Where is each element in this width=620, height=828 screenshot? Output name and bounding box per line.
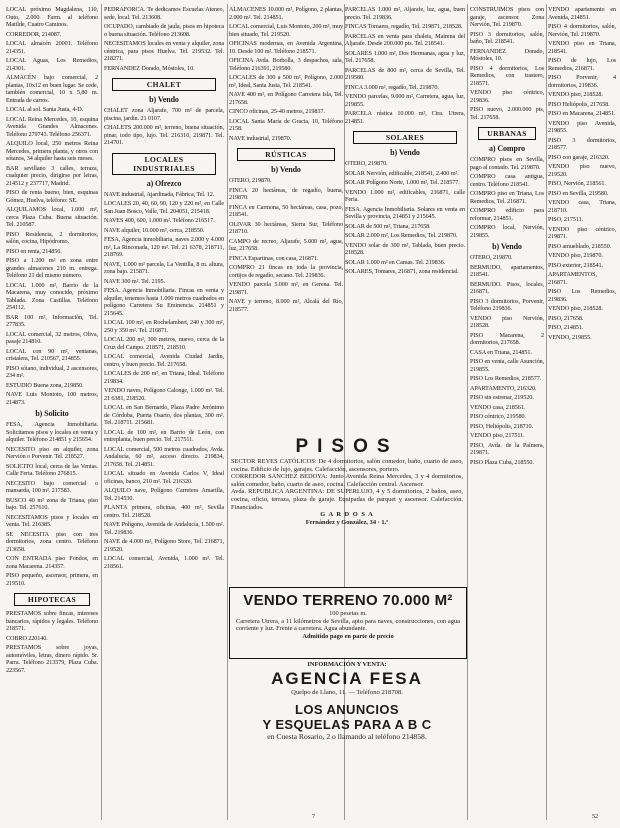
section-subheading: b) Vendo <box>149 95 179 104</box>
section-heading: LOCALES INDUSTRIALES <box>112 153 216 175</box>
classified-ad: LOCAL almacén 20001. Teléfono 214351. <box>6 40 98 55</box>
classified-ad: APARTAMENTO, 216320. <box>470 384 537 392</box>
classified-ad: PISO, 217511. <box>548 216 584 223</box>
classified-ad: LOCAL comercial, 500 metros cuadrados, Avda. Andalucía, 60 m², acceso directo. 219834, 217658. Tel. 214851. <box>104 445 224 468</box>
classified-ad: SOLARES 1.000 m², Dos Hermanas, agua y luz, Tel. 217658. <box>345 49 465 64</box>
classified-ad: NAVE industrial, 219870. <box>229 134 292 142</box>
classified-ad: CONSTRUIMOS pisos con garaje, ascensor. Zona Nervión, Tel. 219870. <box>470 6 544 28</box>
classified-ad: VENDO solar de 300 m², Tablada, buen precio. 218528. <box>345 241 465 256</box>
classified-ad: SOLICITO local, cerca de las Ventas. Calle Feria. Teléfono 276815. <box>6 462 98 477</box>
classified-ad: NAVE 300 m². Tel. 2195. <box>104 277 165 285</box>
classified-ad: VENDO piso Nervión, 218528. <box>470 314 544 329</box>
classified-ad: ESTUDIO Buena zona, 219850. <box>6 381 84 389</box>
classified-ad: LOCAL 200 m², 300 metros, nuevo, cerca de la Cruz del Campo. 218571, 218510. <box>104 336 224 351</box>
classified-ad: BAR 100 m², Información, Tel. 277835. <box>6 313 98 328</box>
classified-ad: VENDO piso, 217511. <box>470 432 525 439</box>
classified-ad: BAR sevillano 3 calles, terraza, cualquier precio, dirigirse por letras, 214512 y 237717, Madrid. <box>6 164 98 187</box>
agency-address: Quelpo de Llano, 11. — Teléfono 218708. <box>291 689 403 696</box>
classified-ad: COMPRO local, Nervión, 219855. <box>470 224 544 239</box>
banner-body: Carretera Utrera, a 11 kilómetros de Sevilla, apto para naves, construcciones, con agua corriente y luz. Frente a carretera. Agua abundante. <box>236 617 460 633</box>
classified-ad: PISO Los Remedios, 218577. <box>470 375 542 382</box>
agency-name: AGENCIA FESA <box>271 669 423 688</box>
classified-ad: FINCA en Carmona, 50 hectáreas, casa, pozo, 218541. <box>229 203 343 218</box>
classified-ad: FESA. Agencia Inmobiliaria. Solares en venta en Sevilla y provincia, 214851 y 215645. <box>345 205 465 220</box>
classified-ad: COMPRO casa antigua, centro. Teléfono 218541. <box>470 173 544 188</box>
classified-ad: SOLAR 1.000 m² en Camas. Tel. 219836. <box>345 258 446 266</box>
classified-ad: PISO Plaza Cuba, 218550. <box>470 458 534 466</box>
classified-ad: CAMPO de recreo, Aljarafe, 5.000 m², agua, luz, 217658. <box>229 237 343 252</box>
classified-ad: OFICINAS modernas, en Avenida Argentina, 10. Desde 100 m². Teléfono 218571. <box>229 40 343 55</box>
classified-ad: PRESTAMOS sobre fincas, intereses bancarios, rápidos y legales. Teléfono 218571. <box>6 610 98 632</box>
classified-ad: LOCAL 1.000 m², Barrio de la Macarena, muy conocido, próximo Tablada. Zona Castillas. Teléfono 254112. <box>6 281 98 311</box>
classified-ad: PARCELA rústica 10.000 m², Ctra. Utrera, 214851. <box>345 110 465 125</box>
pisos-address: Fernández y González, 34 · 1.º <box>305 518 389 526</box>
section-subheading: b) Vendo <box>390 148 420 157</box>
classified-ad: FERNANDEZ Dorado, Móstoles, 10. <box>470 47 544 62</box>
classified-ad: NAVE Luis Montoto, 100 metros, 214873. <box>6 391 98 406</box>
classified-ad: PISO Residencia, 2 dormitorios, salón, cocina, Hipódromo. <box>6 230 98 245</box>
classified-ad: PISO amueblado, 218550. <box>548 242 612 250</box>
classified-ad: PISO 3 dormitorios, Porvenir, Teléfono 219836. <box>470 297 544 312</box>
classified-ad: LOCAL comercial, Avenida Ciudad Jardín, centro, y buen precio. Tel. 217658. <box>104 353 224 368</box>
classified-ad: BERMUDO. Pisos, locales, 216871. <box>470 280 544 295</box>
classified-ad: FESA, Agencia inmobiliaria, naves 2.000 y 4.000 m², La Rinconada, 120 m². Tel. 21 6378, 218711, 218769. <box>104 236 224 258</box>
classified-ad: PARCELAS en venta para chalets, Mairena del Aljarafe. Desde 200.000 pts. Tel. 218541. <box>345 32 465 47</box>
agency-info: INFORMACIÓN Y VENTA: <box>307 661 387 668</box>
classified-ad: VENDO 1.000 m², edificables, 216871, calle Feria. <box>345 188 465 203</box>
classified-ad: LOCAL comercial, Avenida, 1.000 m². Tel. 218561. <box>104 555 224 570</box>
classified-ad: OTERO, 219870. <box>345 160 388 167</box>
classified-ad: NAVE de 4.000 m², Polígono Store, Tel. 216871, 219520. <box>104 538 224 553</box>
classified-ad: LOCAL al sol. Santa Justa, 4-D. <box>6 106 84 113</box>
classified-ad: COMPRO pisos en Sevilla, pago al contado. Tel. 219870. <box>470 156 544 171</box>
classified-ad: SOLARES, Tomares, 216871, zona residencial. <box>345 268 459 275</box>
section-subheading: b) Vendo <box>271 165 301 174</box>
column-3 <box>229 6 343 434</box>
classified-ad: NECESITO bajo comercial o mansarda, 100 m². 217583. <box>6 479 98 494</box>
classified-ad: VENDO parcela 5.000 m², en Gerena. Tel. 219871. <box>229 281 343 296</box>
classified-ad: PARCELAS 1.000 m², Aljarafe, luz, agua, buen precio. Tel. 219836. <box>345 6 465 21</box>
pisos-line-1: SECTOR REYES CATÓLICOS: De 4 dormitorios, salón comedor, baño, cuarto de aseo, cocina. Edificio de lujo, garajes. Calefacción, ascensores, portero. <box>231 458 463 473</box>
classified-ad: NAVE y terreno, 8.000 m², Alcalá del Río, 218577. <box>229 298 343 313</box>
page-folio-right: 52 <box>592 814 598 820</box>
column-6 <box>548 6 616 820</box>
column-rule <box>227 4 228 820</box>
classified-ad: NAVE Polígono, Avenida de Andalucía, 1.500 m². Tel. 219836. <box>104 521 224 536</box>
classified-ad: PISO exterior, 218541. <box>548 261 603 269</box>
classified-ad: VENDO piso, 219870. <box>548 252 603 259</box>
classified-ad: COBRO 220140. <box>6 634 48 642</box>
column-5 <box>470 6 544 820</box>
classified-ad: LOCALES de 200 m², en Triana, Ideal. Teléfono 219834. <box>104 370 224 385</box>
classified-ad: PISO, 217658. <box>548 314 584 322</box>
section-subheading: a) Compro <box>488 144 526 153</box>
classified-ad: PISO en Macarena, 214851. <box>548 110 616 117</box>
classified-ad: LOCAL comercial, 32 metros, Oliva, pasaje 214810. <box>6 330 98 345</box>
classified-ad: OLIVAR 30 hectáreas, Sierra Sur, Teléfono 218710. <box>229 220 343 235</box>
classified-ad: FESA, Agencia Inmobiliaria. Solicitamos pisos y locales en venta y alquiler. Teléfono 214851 y 215654. <box>6 421 98 443</box>
classified-ad: ALMACÉN bajo comercial, 2 plantas, 10x12 en buen lugar. Se cede, también comercial, 10 x 5,80 m. Entrada de carros. <box>6 74 98 104</box>
classified-ad: FINCA Espartinas, con casa, 216871. <box>229 254 319 262</box>
column-1 <box>6 6 98 820</box>
classified-ad: PISO, 214851. <box>548 324 584 331</box>
classified-ad: NECESITAMOS locales en venta y alquiler, zona céntrica, para pisos Huelva. Tel. 219532. Tel. 218271. <box>104 40 224 62</box>
classified-ad: PISO en renta, 214856. <box>6 247 62 255</box>
classified-ad: LOCAL 100 m², en Rochelambert, 240 y 300 m², 250 y 350 m². Tel. 216871. <box>104 319 224 334</box>
classified-ad: OTERO, 219870. <box>470 254 513 261</box>
banner-note: Admitido pago en parte de precio <box>302 632 394 640</box>
pisos-heading: PISOS <box>295 436 399 457</box>
classified-ad: PISO Macarena, 2 dormitorios, 217658. <box>470 331 544 346</box>
classified-ad: PRESTAMOS sobre joyas, automóviles, letras, dinero rápido. Sr. Parra. Teléfono 213579, Plaza Cuba. 223567. <box>6 644 98 674</box>
classified-ad: CON ENTRADA piso Fondos, en zona Macarena. 214357. <box>6 555 98 570</box>
classified-ad: FESA. Agencia Inmobiliaria. Fincas en venta y alquiler, tenemos hasta 1.000 metros cuadrados en polígono Carretera Su Eminencia. 214851 y 215645. <box>104 287 224 317</box>
classified-ad: CASA en Triana, 214851. <box>470 348 532 356</box>
page-folio-left: 7 <box>312 814 315 820</box>
classified-ad: NAVE, 1.000 m² parcela, La Ventilla, 8 m. altura, zona bajo. 215871. <box>104 260 224 275</box>
classified-ad: LOCALES de 300 a 500 m², Polígono, 2.000 m², Ideal, Santa Justa, Tel. 218541. <box>229 74 343 89</box>
classified-ad: COMPRO 21 fincas en toda la provincia, cortijos de regadío, secano. Tel. 219836. <box>229 264 343 279</box>
land-sale-banner <box>229 587 467 659</box>
classified-ad: LOCAL situado en Avenida Carlos V, Ideal oficinas, banco, 210 m². Tel. 216320. <box>104 470 224 485</box>
section-heading: SOLARES <box>353 131 457 144</box>
classified-ad: FINCA 3.000 m², regadío, Tel. 219870. <box>345 83 439 91</box>
section-heading: URBANAS <box>478 127 536 140</box>
classified-ad: FINCA 20 hectáreas, de regadío, buena, 219870. <box>229 186 343 201</box>
classified-ad: SOLAR Polígono Norte, 1.000 m², Tel. 218577. <box>345 179 460 186</box>
classified-ad: PISO Heliópolis, 217658. <box>548 100 610 108</box>
classified-ad: LOCAL Aguas, Los Remedios, 214301. <box>6 57 98 72</box>
classified-ad: SOLAR Nervión, edificable, 218541, 2.400 m². <box>345 169 459 177</box>
banner-price: 100 pesetas m. <box>329 610 367 617</box>
classified-ad: NECESITO piso en alquiler, zona Nervión o Porvenir. Tel. 218527. <box>6 445 98 460</box>
classified-ad: PISO 3 dormitorios, salón, baño, Tel. 218541. <box>470 30 544 45</box>
column-rule <box>101 4 102 820</box>
classified-ad: ALQUILAMOS local, 1.000 m², cerca Plaza Cuba. Buena situación. Tel. 210587. <box>6 206 98 228</box>
classified-ad: VENDO naves, Polígono Calonge, 1.000 m². Tel. 21 6381, 218520. <box>104 387 224 402</box>
classified-ad: NECESITAMOS pisos y locales en venta. Tel. 216385. <box>6 513 98 528</box>
classified-ad: PISO de lujo, Los Remedios, 216871. <box>548 57 616 72</box>
classified-ad: LOCAL de 100 m², en Barrio de León, con entreplanta, buen precio. Tel. 217511. <box>104 428 224 443</box>
classified-ad: PISO de renta bueno, bien, esquinas Gómez, Huelva, teléfono: SE. <box>6 189 98 204</box>
classified-ad: VENDO, 219855. <box>548 333 592 341</box>
classified-ad: LOCALES 20, 40, 60, 90, 120 y 220 m², en Calle San Juan Bosco, Valle, Tel. 204051, 215418. <box>104 200 224 215</box>
classified-ad: PISO 4 dormitorios, salón, Nervión, Tel. 219870. <box>548 23 616 38</box>
classified-ad: VENDO piso nuevo, 219520. <box>548 163 616 178</box>
classified-ad: ALMACENES 10.000 m², Polígono, 2 plantas, 2.000 m². Tel. 214851. <box>229 6 343 21</box>
classified-ad: VENDO casa, Triana, 218710. <box>548 199 616 214</box>
classified-ad: OCUPADO, cambiado de jaula, pisos en hipoteca o buena situación. Teléfono 213608. <box>104 23 224 38</box>
pisos-agency: G A R D O S A <box>320 511 374 519</box>
classified-ad: SOLAR de 500 m², Triana, 217658. <box>345 222 431 230</box>
classified-ad: VENDO piso, 218528. <box>548 305 603 312</box>
classified-ad: PISO 3 dormitorios, 218577. <box>548 136 616 151</box>
classified-ad: FINCAS Tomares, regadío, Tel. 219871, 218528. <box>345 23 463 30</box>
classified-ad: OTERO, 219870. <box>229 177 272 184</box>
classified-ad: CINCO oficinas, 25-40 metros, 219837. <box>229 108 325 115</box>
classified-ad: ALQUILO local, 250 metros Reina Mercedes, primera planta, y otros con sótanos, 34 alquiler hasta seis meses. <box>6 140 98 162</box>
classified-ad: CHALETS 200.000 m², terreno, buena situación, pinar, todo tipo, lujo. Tel. 216310, 219871. Tel. 214701. <box>104 124 224 146</box>
classified-ad: LOCAL comercial, Luis Montoto, 200 m², muy bien situado, Tel. 219520. <box>229 23 343 38</box>
column-4 <box>345 6 465 434</box>
classified-ad: VENDO parcelas, 9.000 m², Carretera, agua, luz, 219855. <box>345 93 465 108</box>
anuncios-line-3: en Cuesta Rosario, 2 o llamando al teléfono 214858. <box>267 732 427 741</box>
classified-ad: CHALET zona Aljarafe, 700 m² de parcela, piscina, jardín. 21 0107. <box>104 107 224 122</box>
section-heading: RÚSTICAS <box>237 148 335 161</box>
classified-ad: PISO pequeño, ascensor, primera, en 219510. <box>6 572 98 587</box>
pisos-line-2: CORREDOR SANCHEZ BEDOYA: Junto Avenida Reina Mercedes, 3 y 4 dormitorios, salón comedor, baño, cuarto de aseo, cocina. Calefacción central. Ascensor. <box>231 473 463 488</box>
classified-ad: PISO en Sevilla, 219580. <box>548 189 609 197</box>
classified-ad: LOCAL próximo Magdalena, 110, Outo, 2.000. Farm. al teléfono Matilde, Cuatro Caminos. <box>6 6 98 28</box>
classified-ad: CORREDOR, 214087. <box>6 30 62 38</box>
classified-ad: VENDO piso céntrico, 219871. <box>548 225 616 240</box>
column-2 <box>104 6 224 820</box>
classified-ad: PISO a 1.200 m² en zona entre grandes almacenes 210 m. entrega. Teléfono 21 del mismo número. <box>6 257 98 279</box>
classified-ad: LOCAL en San Bernardo, Plaza Padre Jerónimo de Córdoba, Puerta Osario, dos plantas, 300 m². Tel. 218711. 215681. <box>104 404 224 426</box>
classified-ad: VENDO piso, 218528. <box>548 91 603 98</box>
pisos-listing <box>231 458 463 526</box>
classified-ad: ALQUILO nave, Polígono Carretera Amarilla, Tel. 214530. <box>104 487 224 502</box>
pisos-line-3: Avda. REPUBLICA ARGENTINA: DE SUPERLUJO, 4 y 5 dormitorios, 2 baños, aseo, cocina, oficio, terraza, plaza de garaje. Equipadas de parquet y ascensor. Calefacción. Financiados. <box>231 488 463 511</box>
classified-ad: LOCAL con 90 m², ventanas, cristalera, Tel. 210567, 214855. <box>6 347 98 362</box>
section-subheading: a) Ofrezco <box>146 178 182 188</box>
column-rule <box>546 4 547 820</box>
classified-ad: PISO en venta, calle Asunción, 219855. <box>470 358 544 373</box>
classified-ad: VENDO casa, 218561. <box>470 403 526 411</box>
agency-block <box>229 661 465 697</box>
classified-ad: COMPRO piso en Triana, Los Remedios, Tel. 216871. <box>470 190 544 205</box>
classified-ad: PISO sin estrenar, 219520. <box>470 394 534 401</box>
classified-ad: PISO sótano, individual, 2 ascensores, 234 m². <box>6 364 98 379</box>
classified-ad: VENDO piso en Triana, 218541. <box>548 40 616 55</box>
classified-ad: PLANTA primera, oficinas, 400 m², Sevilla centro. Tel. 218528. <box>104 504 224 519</box>
classified-ad: NAVES 400, 600, 1.000 m². Teléfono 216517. <box>104 217 215 224</box>
classified-ad: PISO Los Remedios, 219836. <box>548 288 616 303</box>
section-heading: HIPOTECAS <box>14 593 90 606</box>
anuncios-notice <box>229 702 465 741</box>
classified-ad: BERMUDO, apartamentos, 218541. <box>470 263 544 278</box>
classified-ad: COMPRO edificio para reformar, 214851. <box>470 207 544 222</box>
classified-ad: BUSCO 40 m² zona de Triana, piso bajo. Tel. 257610. <box>6 496 98 511</box>
classified-ad: SE NECESITA piso con tres dormitorios, zona centro. Teléfono 213658. <box>6 530 98 553</box>
anuncios-line-1: LOS ANUNCIOS <box>295 702 399 717</box>
classified-ad: PEDRAFORCA. Te dedicamos Escuelas Ateneo, sede, local. Tel. 213608. <box>104 6 224 21</box>
anuncios-line-2: Y ESQUELAS PARA A B C <box>262 717 432 732</box>
classified-ad: PISO Porvenir, 4 dormitorios, 219836. <box>548 74 616 89</box>
classified-ad: VENDO piso céntrico, 219836. <box>470 89 544 104</box>
classified-ad: APARTAMENTOS, 216871. <box>548 271 597 286</box>
section-subheading: b) Vendo <box>492 242 522 251</box>
classified-ad: PISO céntrico, 219580. <box>470 413 526 420</box>
section-subheading: b) Solicito <box>35 409 69 418</box>
classified-ad: PISO nuevo, 2.000.000 pts, Tel. 217658. <box>470 106 544 121</box>
classified-ad: VENDO apartamento en Avenida, 214851. <box>548 6 616 21</box>
classified-ad: SOLAR 2.000 m², Los Remedios, Tel. 219870. <box>345 232 458 239</box>
column-rule <box>467 4 468 820</box>
classified-ad: PISO, Avda. de la Palmera, 219871. <box>470 441 544 456</box>
classified-ad: PARCELAS de 800 m², cerca de Sevilla, Tel. 219580. <box>345 66 465 81</box>
classified-ad: LOCAL Reina Mercedes, 10, esquina Avenida Grandes Almacenes. Teléfono 279743. Teléfono 256371. <box>6 115 98 138</box>
classified-ad: OFICINA Avda. Borbolla, 3 despachos, sala, Teléfono 216391, 219580. <box>229 57 343 72</box>
classified-ad: NAVE industrial, Ajardinada, Fábrica, Tel. 12. <box>104 190 215 198</box>
classified-ad: FERNANDEZ Dorado, Móstoles, 10. <box>104 64 195 72</box>
classified-ad: PISO con garaje, 216320. <box>548 153 610 161</box>
section-heading: CHALET <box>112 78 216 91</box>
classified-ad: VENDO piso Avenida, 219855. <box>548 119 616 134</box>
classified-ad: PISO, Heliópolis, 218710. <box>470 422 533 430</box>
banner-headline: VENDO TERRENO 70.000 M² <box>243 592 453 609</box>
classified-ad: PISO, Nervión, 218561. <box>548 180 606 187</box>
classified-ad: LOCAL Santa María de Gracia, 10, Teléfono 2158. <box>229 117 343 132</box>
classified-ad: PISO 4 dormitorios, Los Remedios, con trastero, 218571. <box>470 64 544 87</box>
classified-ad: NAVE 400 m², en Polígono Carretera Isla, Tel. 217658. <box>229 91 343 106</box>
classified-ad: NAVE alquiler, 10.000 m², cerca, 218550. <box>104 226 205 234</box>
